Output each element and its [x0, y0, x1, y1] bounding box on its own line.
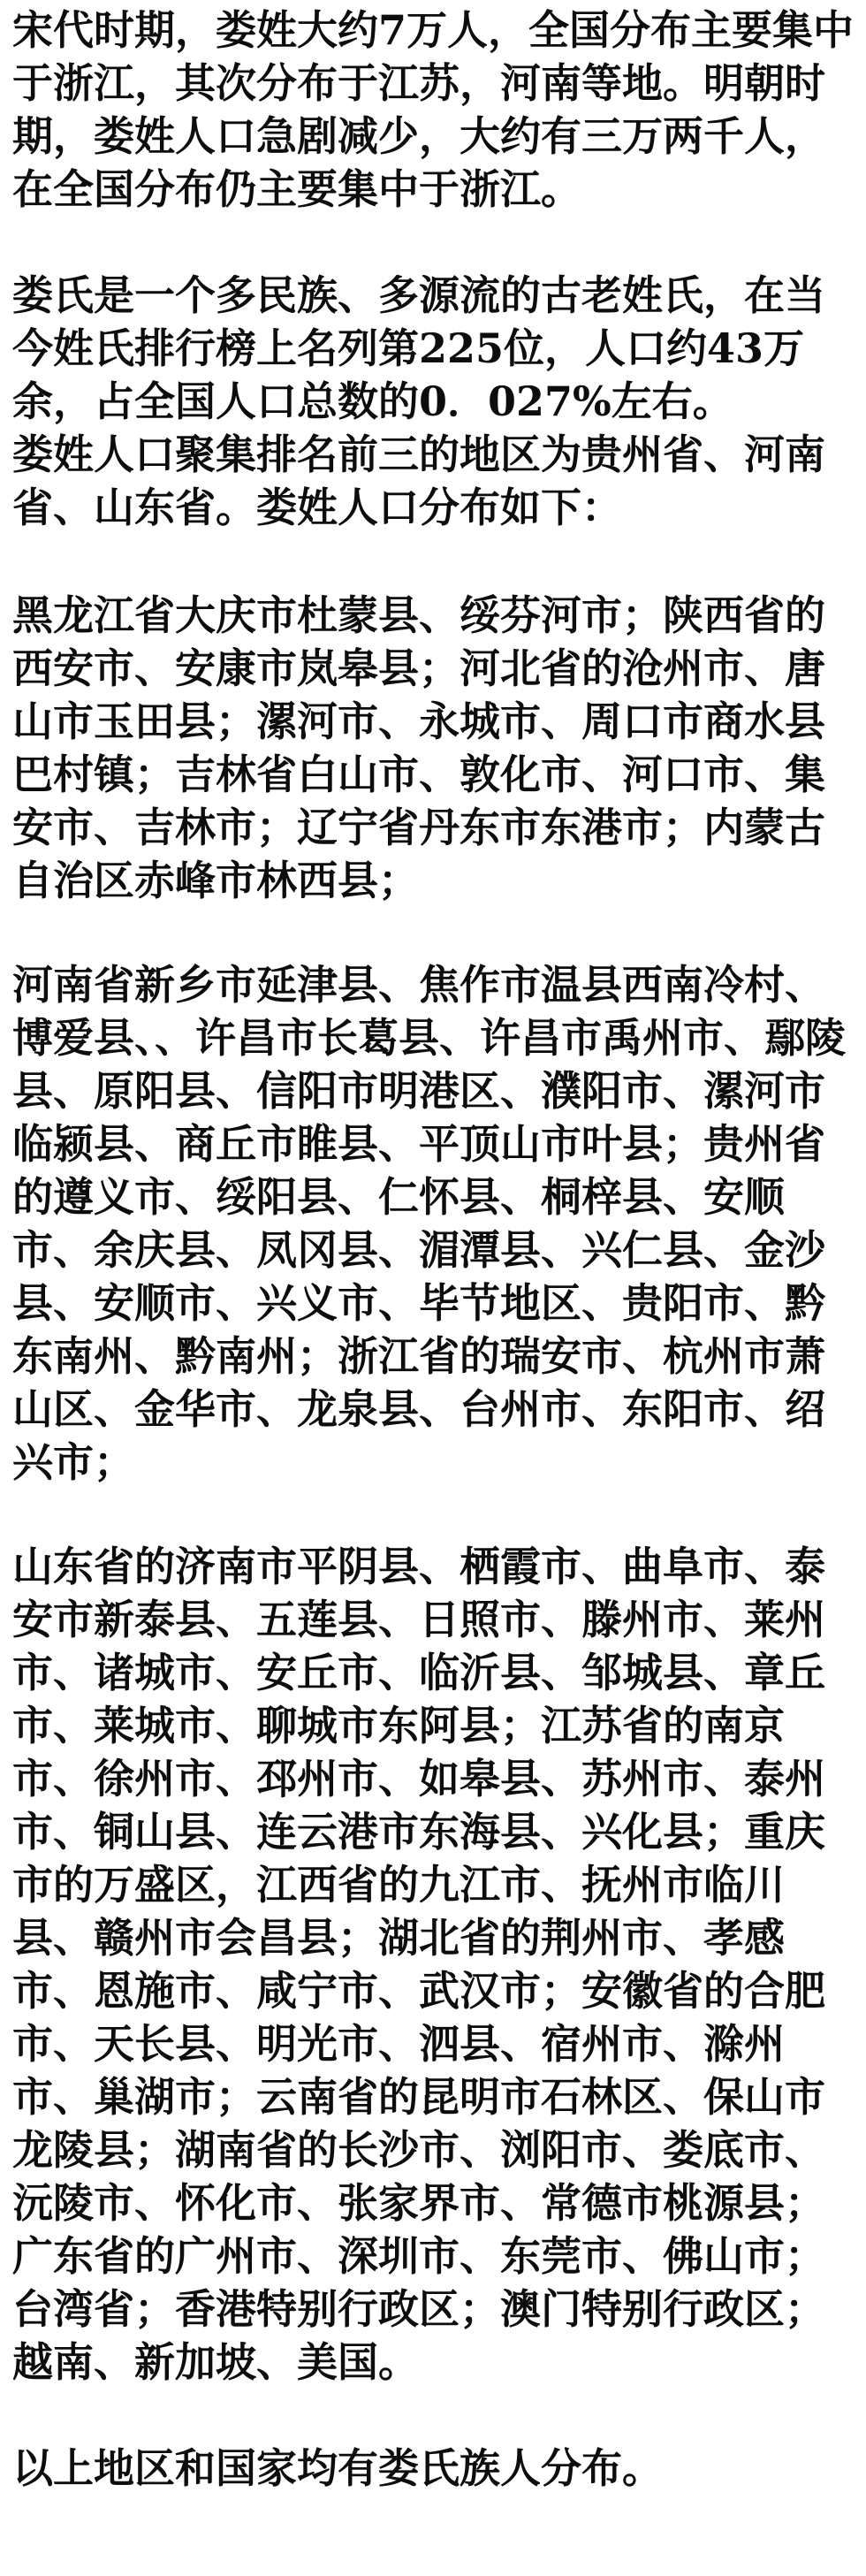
paragraph-northern-regions: 黑龙江省大庆市杜蒙县、绥芬河市；陕西省的西安市、安康市岚皋县；河北省的沧州市、唐山市玉田县；漯河市、永城市、周口市商水县巴村镇；吉林省白山市、敦化市、河口市、集安市、吉林市；辽宁省丹东市东港市；内蒙古自治区赤峰市林西县； — [12, 591, 825, 904]
paragraph-spacer — [12, 534, 857, 589]
document-body — [12, 4, 857, 2495]
paragraph-shandong-and-others: 山东省的济南市平阴县、栖霞市、曲阜市、泰安市新泰县、五莲县、日照市、滕州市、莱州市、诸城市、安丘市、临沂县、邹城县、章丘市、莱城市、聊城市东阿县；江苏省的南京市、徐州市、邳州市、如皋县、苏州市、泰州市、铜山县、连云港市东海县、兴化县；重庆市的万盛区，江西省的九江市、抚州市临川县、赣州市会昌县；湖北省的荆州市、孝感市、恩施市、咸宁市、武汉市；安徽省的合肥市、天长县、明光市、泗县、宿州市、滁州市、巢湖市；云南省的昆明市石林区、保山市龙陵县；湖南省的长沙市、浏阳市、娄底市、沅陵市、怀化市、张家界市、常德市桃源县；广东省的广州市、深圳市、东莞市、佛山市；台湾省；香港特别行政区；澳门特别行政区；越南、新加坡、美国。 — [12, 1543, 825, 2386]
paragraph-song-ming-distribution: 宋代时期，娄姓大约7万人，全国分布主要集中于浙江，其次分布于江苏，河南等地。明朝时期，娄姓人口急剧减少，大约有三万两千人，在全国分布仍主要集中于浙江。 — [12, 6, 855, 213]
paragraph-conclusion: 以上地区和国家均有娄氏族人分布。 — [12, 2444, 663, 2492]
paragraph-surname-ranking: 娄氏是一个多民族、多源流的古老姓氏，在当今姓氏排行榜上名列第225位，人口约43万余，占全国人口总数的0．027%左右。 娄姓人口聚集排名前三的地区为贵州省、河南省、山东省。娄姓人口分布如下： — [12, 271, 825, 531]
paragraph-henan-guizhou-zhejiang: 河南省新乡市延津县、焦作市温县西南冷村、博爱县、、许昌市长葛县、许昌市禹州市、鄢陵县、原阳县、信阳市明港区、濮阳市、漯河市临颍县、商丘市睢县、平顶山市叶县；贵州省的遵义市、绥阳县、仁怀县、桐梓县、安顺市、余庆县、凤冈县、湄潭县、兴仁县、金沙县、安顺市、兴义市、毕节地区、贵阳市、黔东南州、黔南州；浙江省的瑞安市、杭州市萧山区、金华市、龙泉县、台州市、东阳市、绍兴市； — [12, 961, 846, 1486]
paragraph-spacer — [12, 907, 857, 958]
paragraph-spacer — [12, 2389, 857, 2442]
paragraph-spacer — [12, 216, 857, 269]
paragraph-spacer — [12, 1489, 857, 1540]
